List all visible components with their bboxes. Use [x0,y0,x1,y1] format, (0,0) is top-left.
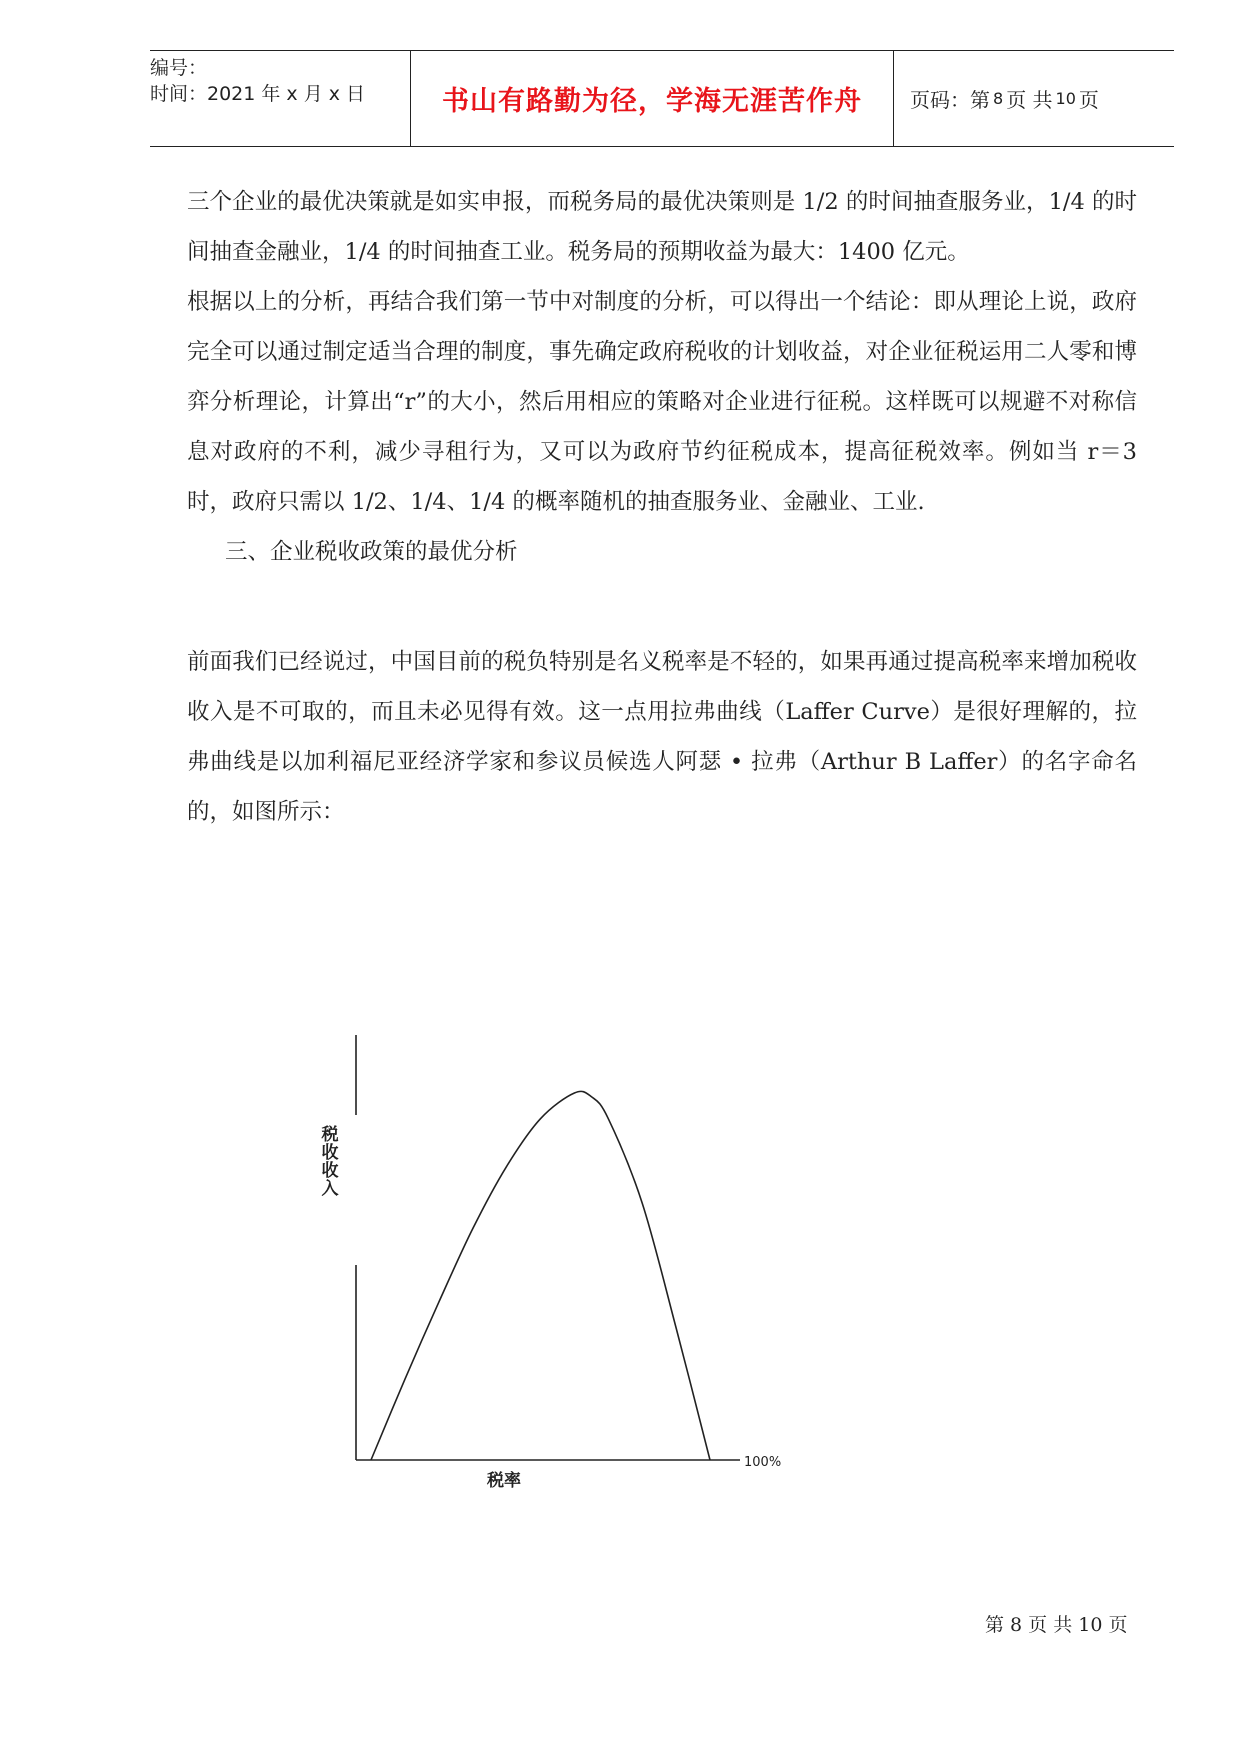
page-total: 10 [1055,89,1076,108]
page-number: 8 [993,89,1004,108]
y-axis-label-char: 入 [321,1179,339,1199]
y-axis-label-char: 税 [321,1125,339,1145]
paragraph-laffer-intro: 前面我们已经说过，中国目前的税负特别是名义税率是不轻的，如果再通过提高税率来增加税收收入是不可取的，而且未必见得有效。这一点用拉弗曲线（Laffer Curve）是很好理解的，拉弗曲线是以加利福尼亚经济学家和参议员候选人阿瑟 • 拉弗（Arthur B Laffer）的名字命名的，如图所示： [187,649,1137,825]
page-footer: 第 8 页 共 10 页 [985,1614,1128,1636]
laffer-curve-chart [300,1020,820,1490]
document-number-label: 编号： [150,57,208,79]
header-page-info [894,51,1174,146]
header-left [150,51,410,146]
page-prefix: 页码：第 [910,88,990,112]
laffer-curve-line [371,1091,710,1460]
page-suffix: 页 [1078,88,1099,112]
x-axis-end-label: 100% [744,1455,782,1470]
document-date: 时间：2021 年 x 月 x 日 [150,83,366,105]
y-axis-label-char: 收 [321,1143,339,1163]
header-motto-cell [410,51,894,146]
x-axis-label: 税率 [487,1471,521,1490]
page-header [150,50,1174,147]
paragraph-conclusion: 根据以上的分析，再结合我们第一节中对制度的分析，可以得出一个结论：即从理论上说，政府完全可以通过制定适当合理的制度，事先确定政府税收的计划收益，对企业征税运用二人零和博弈分析理论，计算出“r”的大小，然后用相应的策略对企业进行征税。这样既可以规避不对称信息对政府的不利，减少寻租行为，又可以为政府节约征税成本，提高征税效率。例如当 r＝3 时，政府只需以 1/2、1/4、1/4 的概率随机的抽查服务业、金融业、工业. [187,289,1137,515]
section-heading: 三、企业税收政策的最优分析 [225,539,518,565]
document-body [187,177,1137,837]
y-axis-label-char: 收 [321,1161,339,1181]
y-axis-label [321,1125,339,1199]
page-mid: 页 共 [1006,88,1053,112]
header-motto: 书山有路勤为径，学海无涯苦作舟 [442,86,862,117]
paragraph-optimal-decision: 三个企业的最优决策就是如实申报，而税务局的最优决策则是 1/2 的时间抽查服务业，1/4 的时间抽查金融业，1/4 的时间抽查工业。税务局的预期收益为最大：1400 亿元。 [187,189,1137,265]
